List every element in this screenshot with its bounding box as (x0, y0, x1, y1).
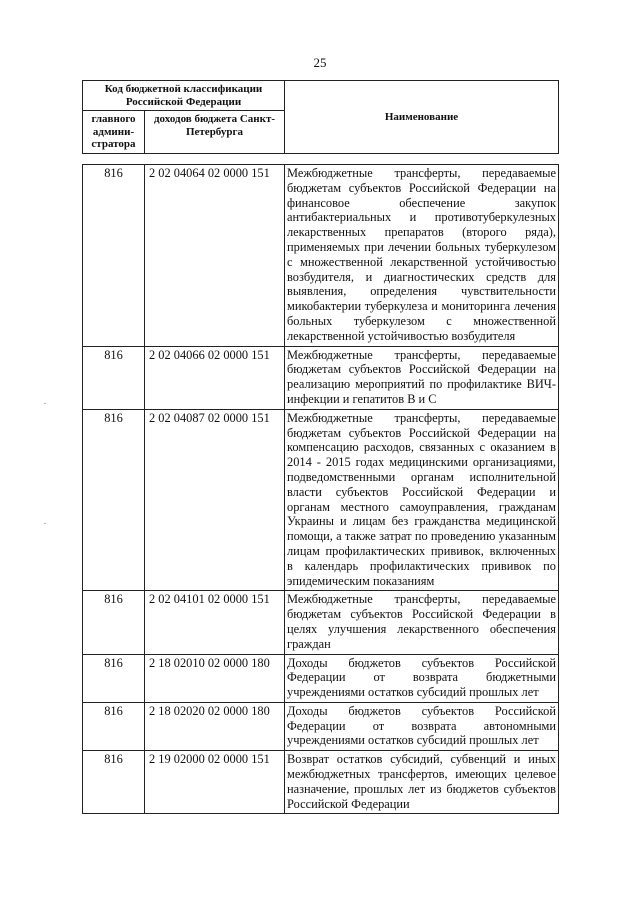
header-col-income: доходов бюджета Санкт-Петербурга (145, 111, 285, 154)
admin-code-cell: 816 (83, 591, 145, 654)
income-code-cell: 2 02 04087 02 0000 151 (145, 409, 285, 591)
table-row (83, 751, 559, 814)
table-row (83, 654, 559, 702)
table-row (83, 591, 559, 654)
admin-code-cell: 816 (83, 409, 145, 591)
page-number: 25 (313, 55, 327, 70)
header-col-name: Наименование (285, 81, 559, 154)
admin-code-cell: 816 (83, 654, 145, 702)
admin-code-cell: 816 (83, 165, 145, 347)
description-cell: Возврат остатков субсидий, субвенций и иных межбюджетных трансфертов, имеющих целевое назначение, прошлых лет из бюджетов субъектов Российской Федерации (285, 751, 559, 814)
income-code-cell: 2 19 02000 02 0000 151 (145, 751, 285, 814)
description-cell: Межбюджетные трансферты, передаваемые бюджетам субъектов Российской Федерации на финансовое обеспечение закупок антибактериальных и противотуберкулезных лекарственных препаратов (второго ряда), применяемых при лечении больных туберкулезом с множественной лекарственной устойчивостью возбудителя, и диагностических средств для выявления, определения чувствительности микобактерии туберкулеза и мониторинга лечения больных туберкулезом с множественной лекарственной устойчивостью возбудителя (285, 165, 559, 347)
table-row (83, 409, 559, 591)
table-row (83, 346, 559, 409)
description-cell: Межбюджетные трансферты, передаваемые бюджетам субъектов Российской Федерации на компенсацию расходов, связанных с оказанием в 2014 - 2015 годах медицинскими организациями, подведомственными органам исполнительной власти субъектов Российской Федерации и органам местного самоуправления, гражданам Украины и лицам без гражданства медицинской помощи, а также затрат по проведению указанным лицам профилактических прививок, включенных в календарь профилактических прививок по эпидемическим показаниям (285, 409, 559, 591)
margin-mark: ▪ (44, 402, 46, 407)
description-cell: Межбюджетные трансферты, передаваемые бюджетам субъектов Российской Федерации на реализацию мероприятий по профилактике ВИЧ-инфекции и гепатитов В и С (285, 346, 559, 409)
margin-mark: ▪ (44, 522, 46, 527)
admin-code-cell: 816 (83, 702, 145, 750)
description-cell: Межбюджетные трансферты, передаваемые бюджетам субъектов Российской Федерации в целях улучшения лекарственного обеспечения граждан (285, 591, 559, 654)
description-cell: Доходы бюджетов субъектов Российской Федерации от возврата бюджетными учреждениями остатков субсидий прошлых лет (285, 654, 559, 702)
admin-code-cell: 816 (83, 346, 145, 409)
income-code-cell: 2 18 02010 02 0000 180 (145, 654, 285, 702)
income-code-cell: 2 18 02020 02 0000 180 (145, 702, 285, 750)
table-row (83, 165, 559, 347)
admin-code-cell: 816 (83, 751, 145, 814)
income-code-cell: 2 02 04066 02 0000 151 (145, 346, 285, 409)
header-group-title: Код бюджетной классификации Российской Федерации (83, 81, 285, 111)
header-table (82, 80, 559, 154)
description-cell: Доходы бюджетов субъектов Российской Федерации от возврата автономными учреждениями остатков субсидий прошлых лет (285, 702, 559, 750)
income-code-cell: 2 02 04064 02 0000 151 (145, 165, 285, 347)
header-col-admin: главного админи-стратора (83, 111, 145, 154)
data-table (82, 164, 559, 814)
table-row (83, 702, 559, 750)
income-code-cell: 2 02 04101 02 0000 151 (145, 591, 285, 654)
